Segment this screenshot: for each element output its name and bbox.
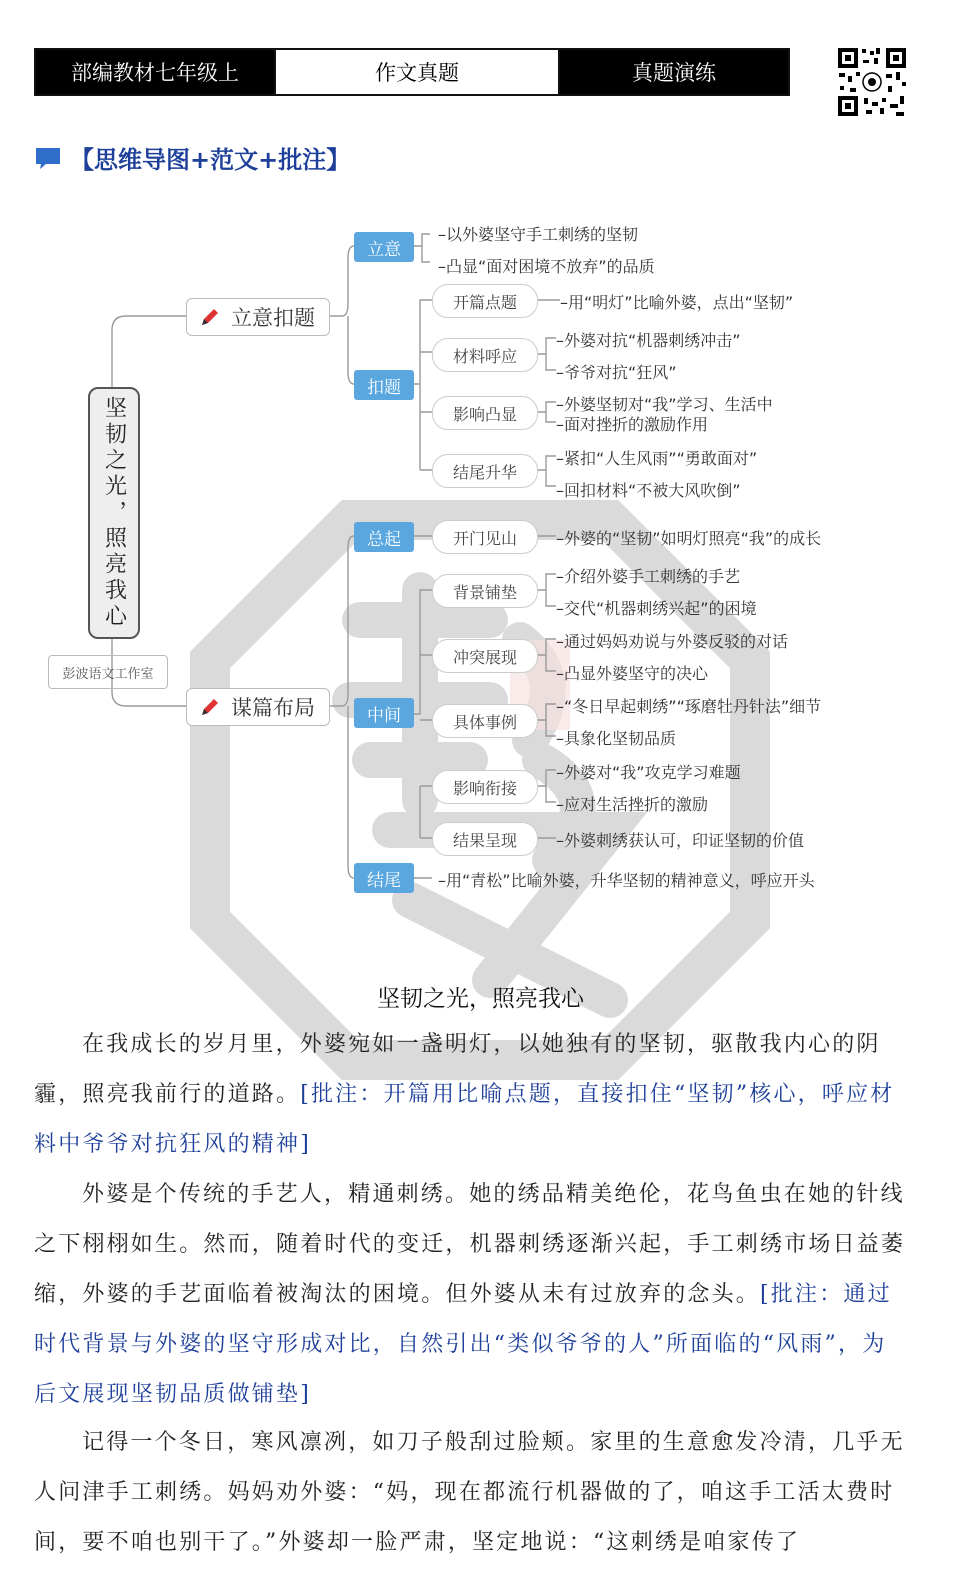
leaf-label: 具象化坚韧品质: [564, 729, 677, 748]
leaf-text: –介绍外婆手工刺绣的手艺: [556, 567, 741, 586]
leaf-text: –外婆对抗“机器刺绣冲击”: [556, 331, 741, 350]
tag-kouti: 扣题: [354, 370, 414, 400]
mindmap-root-label: 坚韧之光，照亮我心: [101, 396, 127, 630]
leaf-text: –外婆的“坚韧”如明灯照亮“我”的成长: [556, 529, 822, 548]
annotation-note: [批注：通过时代背景与外婆的坚守形成对比，自然引出“类似爷爷的人”所面临的“风雨”，为后文展现坚韧品质做铺垫]: [34, 1282, 892, 1407]
leaf-label: 交代“机器刺绣兴起”的困境: [564, 599, 757, 618]
pencil-icon: [199, 696, 221, 718]
leaf-text: –用“明灯”比喻外婆，点出“坚韧”: [560, 293, 794, 312]
leaf-label: 用“青松”比喻外婆，升华坚韧的精神意义，呼应开头: [446, 871, 815, 890]
leaf-label: 通过妈妈劝说与外婆反驳的对话: [564, 632, 789, 651]
sub-node: 开篇点题: [432, 284, 538, 318]
leaf-label: 回扣材料“不被大风吹倒”: [564, 481, 741, 500]
pencil-icon: [199, 306, 221, 328]
leaf-text: –外婆刺绣获认可，印证坚韧的价值: [556, 831, 805, 850]
sub-node: 背景铺垫: [432, 574, 538, 608]
branch-structure-label: 谋篇布局: [231, 696, 315, 720]
leaf-text: –以外婆坚守手工刺绣的坚韧: [438, 225, 639, 244]
tag-zhongjian: 中间: [354, 698, 414, 728]
leaf-label: 介绍外婆手工刺绣的手艺: [564, 567, 741, 586]
leaf-label: 外婆刺绣获认可，印证坚韧的价值: [564, 831, 805, 850]
leaf-text: –“冬日早起刺绣”“琢磨牡丹针法”细节: [556, 697, 822, 716]
annotation-note: [批注：开篇用比喻点题，直接扣住“坚韧”核心，呼应材料中爷爷对抗狂风的精神]: [34, 1082, 895, 1157]
essay-paragraph-3: [34, 1418, 910, 1568]
header-topic: 作文真题: [274, 50, 560, 94]
sub-node: 冲突展现: [432, 639, 538, 673]
branch-structure: [186, 688, 330, 726]
leaf-label: 用“明灯”比喻外婆，点出“坚韧”: [568, 293, 794, 312]
sub-node: 影响衔接: [432, 770, 538, 804]
leaf-label: 应对生活挫折的激励: [564, 795, 709, 814]
leaf-label: 紧扣“人生风雨”“勇敢面对”: [564, 449, 758, 468]
leaf-label: 外婆对“我”攻克学习难题: [564, 763, 741, 782]
paragraph-text: 外婆是个传统的手艺人，精通刺绣。她的绣品精美绝伦，花鸟鱼虫在她的针线之下栩栩如生。然而，随着时代的变迁，机器刺绣逐渐兴起，手工刺绣市场日益萎缩，外婆的手艺面临着被淘汰的困境。但外婆从未有过放弃的念头。: [34, 1182, 906, 1307]
leaf-label: 面对挫折的激励作用: [564, 415, 709, 434]
branch-theme: [186, 298, 330, 336]
leaf-label: 以外婆坚守手工刺绣的坚韧: [446, 225, 639, 244]
leaf-label: 爷爷对抗“狂风”: [564, 363, 677, 382]
tag-zongqi: 总起: [354, 522, 414, 552]
sub-node: 具体事例: [432, 704, 538, 738]
leaf-text: –外婆坚韧对“我”学习、生活中: [556, 395, 773, 414]
studio-label: 彭波语文工作室: [48, 655, 168, 689]
paragraph-text: 记得一个冬日，寒风凛冽，如刀子般刮过脸颊。家里的生意愈发冷清，几乎无人问津手工刺绣。妈妈劝外婆：“妈，现在都流行机器做的了，咱这手工活太费时间，要不咱也别干了。”外婆却一脸严肃，坚定地说：“这刺绣是咱家传了: [34, 1430, 905, 1555]
leaf-label: 凸显“面对困境不放弃”的品质: [446, 257, 655, 276]
tag-jiewei: 结尾: [354, 863, 414, 893]
essay-paragraph-2: [34, 1170, 910, 1420]
leaf-label: 外婆坚韧对“我”学习、生活中: [564, 395, 773, 414]
leaf-label: 凸显外婆坚守的决心: [564, 664, 709, 683]
leaf-label: 外婆的“坚韧”如明灯照亮“我”的成长: [564, 529, 822, 548]
sub-node: 开门见山: [432, 520, 538, 554]
leaf-text: –爷爷对抗“狂风”: [556, 363, 677, 382]
sub-node: 结果呈现: [432, 822, 538, 856]
header-practice: 真题演练: [560, 50, 788, 94]
leaf-text: –通过妈妈劝说与外婆反驳的对话: [556, 632, 789, 651]
paragraph-text: 在我成长的岁月里，外婆宛如一盏明灯，以她独有的坚韧，驱散我内心的阴霾，照亮我前行的道路。: [34, 1032, 881, 1107]
leaf-text: –应对生活挫折的激励: [556, 795, 709, 814]
leaf-text: –外婆对“我”攻克学习难题: [556, 763, 741, 782]
leaf-text: –凸显外婆坚守的决心: [556, 664, 709, 683]
leaf-text: –紧扣“人生风雨”“勇敢面对”: [556, 449, 758, 468]
essay-paragraph-1: [34, 1020, 910, 1170]
tag-liyi: 立意: [354, 232, 414, 262]
leaf-label: 外婆对抗“机器刺绣冲击”: [564, 331, 741, 350]
branch-theme-label: 立意扣题: [231, 306, 315, 330]
leaf-text: –凸显“面对困境不放弃”的品质: [438, 257, 655, 276]
leaf-text: –用“青松”比喻外婆，升华坚韧的精神意义，呼应开头: [438, 871, 815, 890]
leaf-text: –面对挫折的激励作用: [556, 415, 709, 434]
leaf-text: –交代“机器刺绣兴起”的困境: [556, 599, 757, 618]
leaf-text: –具象化坚韧品质: [556, 729, 677, 748]
mindmap-root: [88, 387, 140, 639]
section-title: 【思维导图+范文+批注】: [70, 146, 351, 174]
sub-node: 材料呼应: [432, 338, 538, 372]
essay-title: 坚韧之光，照亮我心: [377, 986, 584, 1012]
header-grade: 部编教材七年级上: [36, 50, 274, 94]
sub-node: 影响凸显: [432, 396, 538, 430]
sub-node: 结尾升华: [432, 454, 538, 488]
leaf-text: –回扣材料“不被大风吹倒”: [556, 481, 741, 500]
leaf-label: “冬日早起刺绣”“琢磨牡丹针法”细节: [564, 697, 822, 716]
